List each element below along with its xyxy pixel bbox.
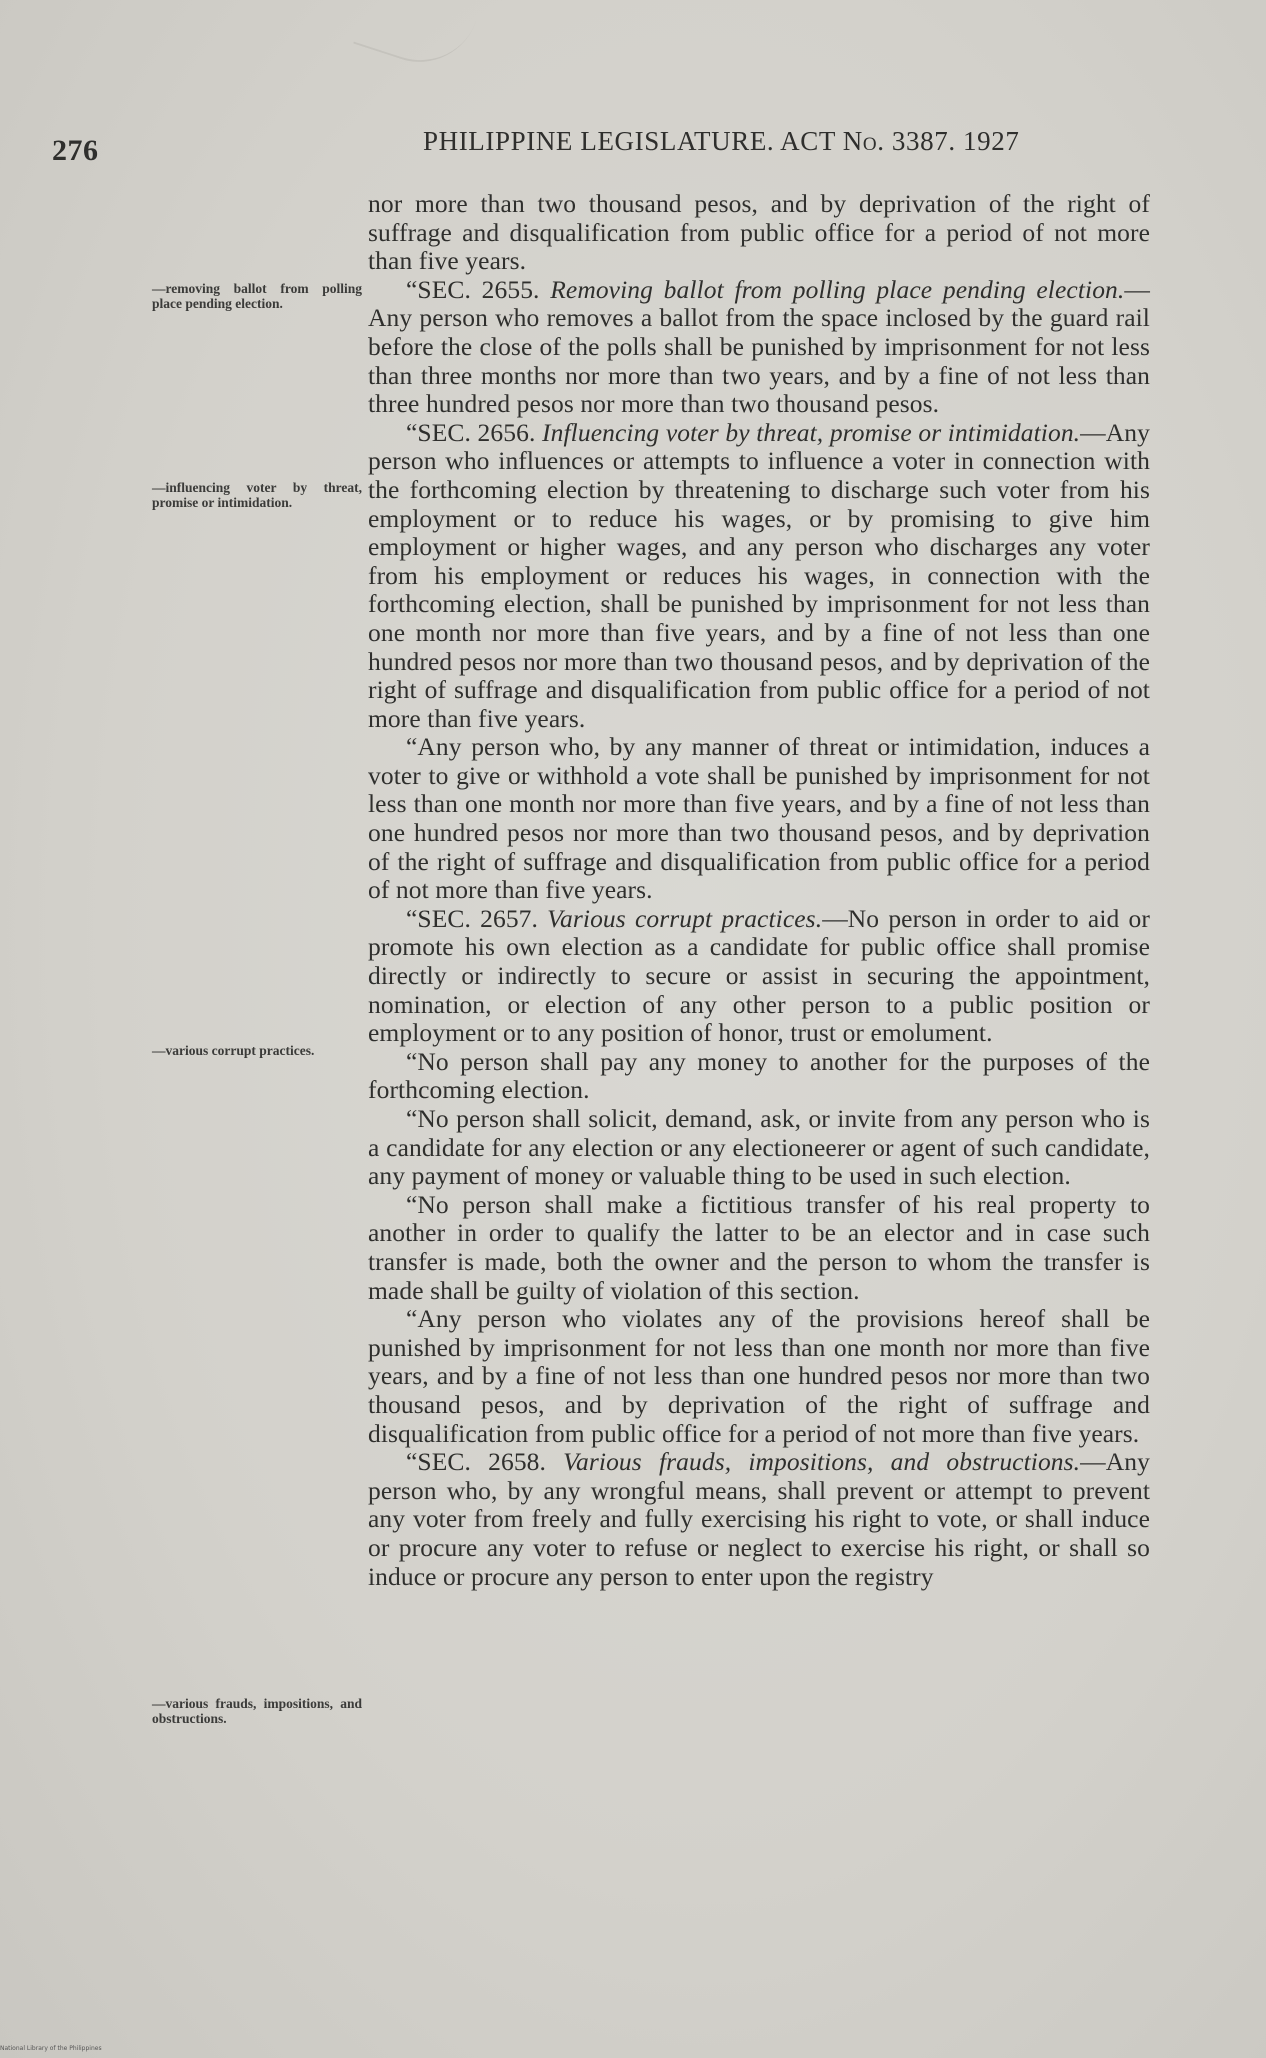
section-2656: “SEC. 2656. Influencing voter by threat, promise or intimidation.—Any person who influences or attempts to influence a voter in connection with the forthcoming election by threatening to discharge such voter from his employment or to reduce his wages, or by promising to give him employment or higher wages, and any person who discharges any voter from his employment or reduces his wages, in connection with the forthcoming election, shall be punished by imprisonment for not less than one month nor more than five years, and by a fine of not less than one hundred pesos nor more than two thousand pesos, and by deprivation of the right of suffrage and disqualification from public office for a period of not more than five years. xyxy=(368,417,1150,733)
section-2658: “SEC. 2658. Various frauds, impositions, and obstructions.—Any person who, by any wrongful means, shall prevent or attempt to prevent any voter from freely and fully exercising his right to vote, or shall induce or procure any voter to refuse or neglect to exercise his right, or shall so induce or procure any person to enter upon the registry xyxy=(368,1447,1150,1591)
margin-note-removing-ballot: —removing ballot from polling place pending election. xyxy=(152,281,362,311)
running-head-text: PHILIPPINE LEGISLATURE. ACT No. 3387. 1927 xyxy=(423,126,1020,156)
section-2657: “SEC. 2657. Various corrupt practices.—No person in order to aid or promote his own election as a candidate for public office shall promise directly or indirectly to secure or assist in securing the appointment, nomination, or election of any other person to a public position or employment or to any position of honor, trust or emolument. xyxy=(368,903,1150,1048)
section-title: Removing ballot from polling place pending election. xyxy=(550,274,1125,304)
section-title: Various frauds, impositions, and obstructions. xyxy=(563,1447,1081,1477)
paragraph: “No person shall solicit, demand, ask, or invite from any person who is a candidate for any election or any electioneerer or agent of such candidate, any payment of money or valuable thing to be used in such election. xyxy=(368,1104,1150,1191)
margin-note-frauds: —various frauds, impositions, and obstructions. xyxy=(152,1696,362,1726)
body-text xyxy=(368,190,1150,1591)
paper-fold-mark xyxy=(353,0,477,77)
paragraph: “No person shall pay any money to another for the purposes of the forthcoming election. xyxy=(368,1046,1150,1105)
section-title: Various corrupt practices. xyxy=(547,903,823,933)
running-head xyxy=(423,126,1083,157)
paragraph: nor more than two thousand pesos, and by deprivation of the right of suffrage and disqualification from public office for a period of not more than five years. xyxy=(368,189,1150,276)
section-title: Influencing voter by threat, promise or intimidation. xyxy=(542,417,1081,447)
page-number: 276 xyxy=(52,134,99,167)
margin-note-corrupt-practices: —various corrupt practices. xyxy=(152,1043,315,1058)
section-2655: “SEC. 2655. Removing ballot from polling place pending election.—Any person who removes a ballot from the space inclosed by the guard rail before the close of the polls shall be punished by imprisonment for not less than three months nor more than two years, and by a fine of not less than three hundred pesos nor more than two thousand pesos. xyxy=(368,274,1150,419)
paragraph: “No person shall make a fictitious transfer of his real property to another in order to qualify the latter to be an elector and in case such transfer is made, both the owner and the person to whom the transfer is made shall be guilty of violation of this section. xyxy=(368,1189,1150,1305)
paragraph: “Any person who, by any manner of threat or intimidation, induces a voter to give or withhold a vote shall be punished by imprisonment for not less than one month nor more than five years, and by a fine of not less than one hundred pesos nor more than two thousand pesos, and by deprivation of the right of suffrage and disqualification from public office for a period of not more than five years. xyxy=(368,732,1150,905)
margin-note-influencing-voter: —influencing voter by threat, promise or intimidation. xyxy=(152,480,362,510)
scan-footer: National Library of the Philippines xyxy=(0,2045,102,2052)
paragraph: “Any person who violates any of the provisions hereof shall be punished by imprisonment for not less than one month nor more than five years, and by a fine of not less than one hundred pesos nor more than two thousand pesos, and by deprivation of the right of suffrage and disqualification from public office for a period of not more than five years. xyxy=(368,1304,1150,1448)
